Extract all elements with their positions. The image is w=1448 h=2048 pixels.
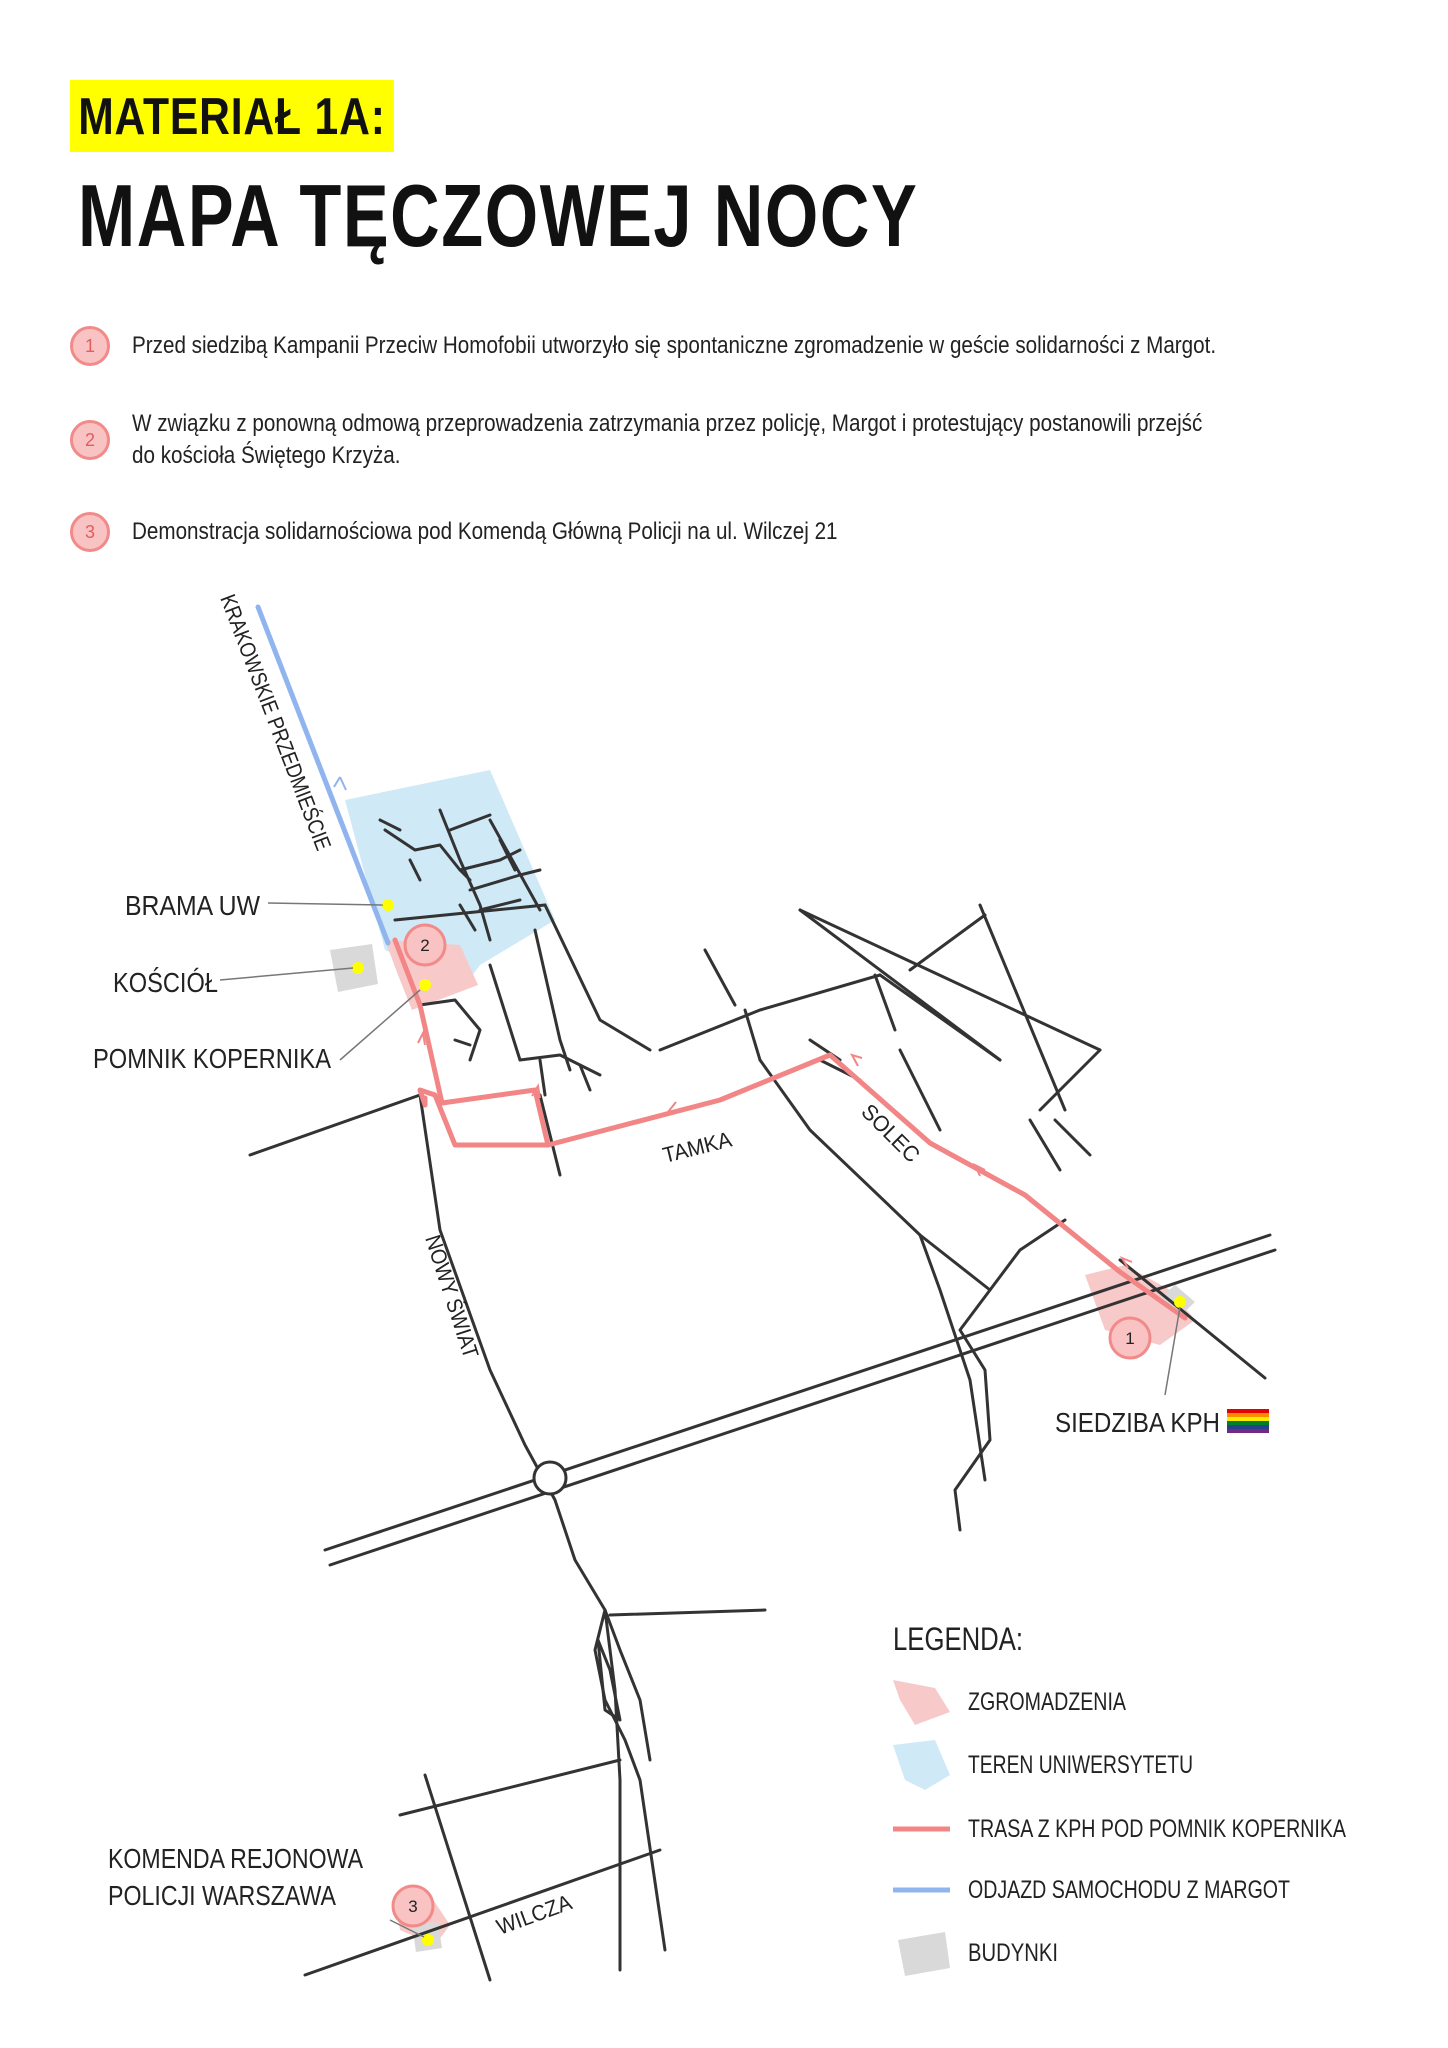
event-number-badge: 2 — [70, 420, 110, 460]
street-label-krakowskie: KRAKOWSKIE PRZEDMIEŚCIE — [215, 590, 354, 898]
route-direction-arrows — [418, 1033, 1132, 1268]
assembly-area-swatch — [893, 1680, 950, 1725]
material-tag: MATERIAŁ 1A: — [70, 80, 394, 152]
street-label-wilcza: WILCZA — [493, 1887, 580, 1940]
label-brama: BRAMA UW — [125, 890, 261, 921]
leader-lines — [220, 903, 1180, 1940]
university-area-swatch — [893, 1740, 950, 1790]
street-label-solec: SOLEC — [856, 1098, 927, 1170]
marker-3 — [393, 1886, 433, 1926]
street-label-tamka: TAMKA — [660, 1125, 739, 1168]
point-pomnik — [419, 979, 431, 991]
legend-label: TEREN UNIWERSYTETU — [968, 1751, 1193, 1779]
point-kph — [1174, 1296, 1186, 1308]
event-number-badge: 3 — [70, 512, 110, 552]
event-number-badge: 1 — [70, 326, 110, 366]
page-title: MAPA TĘCZOWEJ NOCY — [78, 166, 919, 265]
building-swatch — [898, 1932, 950, 1976]
event-text: Przed siedzibą Kampanii Przeciw Homofobii utworzyło się spontaniczne zgromadzenie w geście solidarności z Margot. — [132, 332, 1217, 359]
legend-label: ZGROMADZENIA — [968, 1688, 1127, 1716]
marker-number: 2 — [420, 936, 430, 955]
car-direction-arrow — [334, 777, 346, 790]
legend-label: BUDYNKI — [968, 1939, 1058, 1967]
label-kosciol: KOŚCIÓŁ — [113, 967, 238, 998]
car-route-line — [258, 607, 388, 943]
event-text: Demonstracja solidarnościowa pod Komendą Główną Policji na ul. Wilczej 21 — [132, 518, 838, 545]
point-komenda — [422, 1934, 434, 1946]
point-brama — [382, 899, 394, 911]
legend-label: TRASA Z KPH POD POMNIK KOPERNIKA — [968, 1815, 1347, 1843]
street-label-nowy-swiat: NOWY ŚWIAT — [420, 1231, 488, 1375]
label-komenda-line2: POLICJI WARSZAWA — [108, 1880, 337, 1911]
event-text-line: W związku z ponowną odmową przeprowadzenia zatrzymania przez policję, Margot i protestujący postanowili przejść — [132, 410, 1203, 437]
label-kph: SIEDZIBA KPH — [1055, 1407, 1220, 1438]
legend — [893, 1621, 1346, 1976]
marker-2 — [405, 925, 445, 965]
legend-title: LEGENDA: — [893, 1621, 1023, 1657]
event-text-line: do kościoła Świętego Krzyża. — [132, 442, 401, 469]
marker-1 — [1110, 1318, 1150, 1358]
marker-number: 1 — [1125, 1329, 1135, 1348]
point-kosciol — [352, 962, 364, 974]
label-pomnik: POMNIK KOPERNIKA — [93, 1043, 332, 1074]
marker-number: 3 — [408, 1897, 418, 1916]
legend-label: ODJAZD SAMOCHODU Z MARGOT — [968, 1876, 1290, 1904]
rainbow-flag-icon — [1227, 1409, 1269, 1433]
label-komenda-line1: KOMENDA REJONOWA — [108, 1843, 364, 1874]
